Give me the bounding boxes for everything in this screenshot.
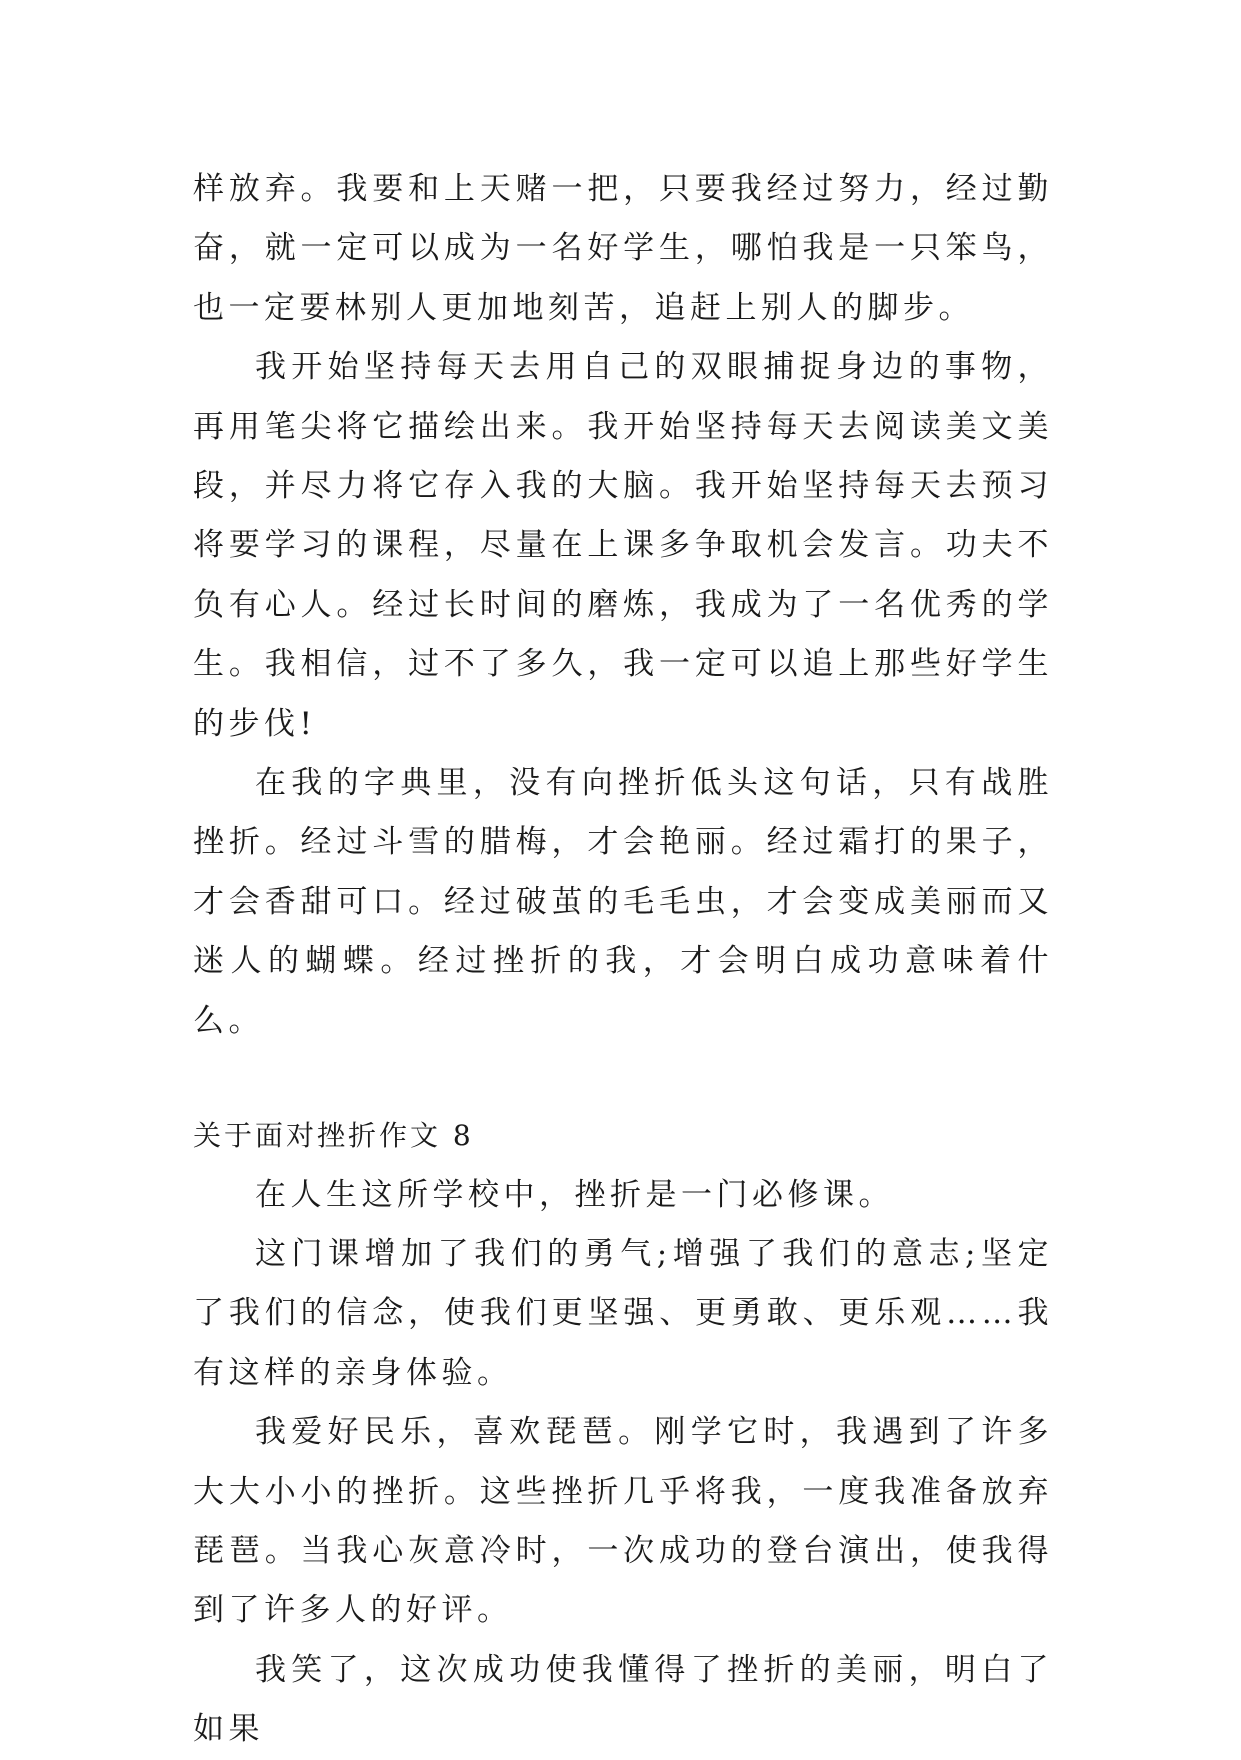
paragraph: 在我的字典里，没有向挫折低头这句话，只有战胜挫折。经过斗雪的腊梅，才会艳丽。经过霜打的果子，才会香甜可口。经过破茧的毛毛虫，才会变成美丽而又迷人的蝴蝶。经过挫折的我，才会明白成功意味着什么。 xyxy=(193,765,1053,1039)
section-heading: 关于面对挫折作文 8 xyxy=(193,1119,474,1153)
paragraph: 在人生这所学校中，挫折是一门必修课。 xyxy=(255,1176,894,1213)
paragraph: 样放弃。我要和上天赌一把，只要我经过努力，经过勤奋，就一定可以成为一名好学生，哪怕我是一只笨鸟，也一定要林别人更加地刻苦，追赶上别人的脚步。 xyxy=(193,171,1053,326)
paragraph: 我笑了，这次成功使我懂得了挫折的美丽，明白了如果 xyxy=(193,1651,1053,1748)
paragraph: 我爱好民乐，喜欢琵琶。刚学它时，我遇到了许多大大小小的挫折。这些挫折几乎将我，一度我准备放弃琵琶。当我心灰意冷时，一次成功的登台演出，使我得到了许多人的好评。 xyxy=(193,1414,1053,1629)
paragraph: 这门课增加了我们的勇气;增强了我们的意志;坚定了我们的信念，使我们更坚强、更勇敢、更乐观……我有这样的亲身体验。 xyxy=(193,1235,1053,1391)
document-body xyxy=(193,160,1053,1760)
paragraph: 我开始坚持每天去用自己的双眼捕捉身边的事物，再用笔尖将它描绘出来。我开始坚持每天去阅读美文美段，并尽力将它存入我的大脑。我开始坚持每天去预习将要学习的课程，尽量在上课多争取机会发言。功夫不负有心人。经过长时间的磨炼，我成为了一名优秀的学生。我相信，过不了多久，我一定可以追上那些好学生的步伐! xyxy=(193,349,1053,742)
